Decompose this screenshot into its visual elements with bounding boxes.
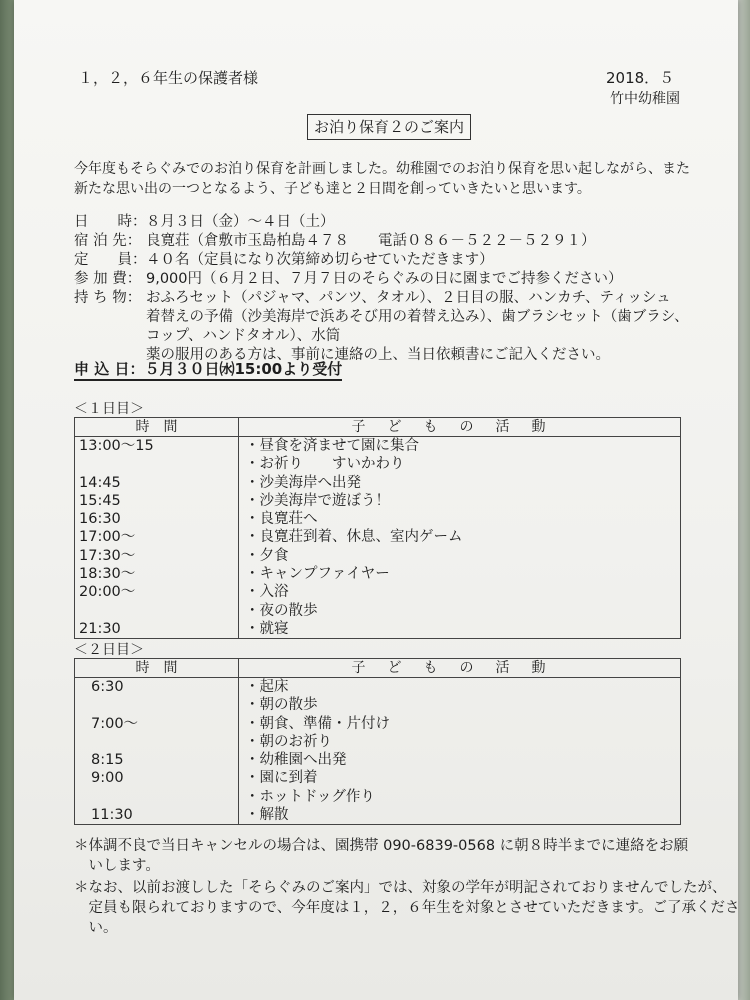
activity-cell: ・入浴 [239, 583, 681, 601]
recipient: １，２，６年生の保護者様 [78, 69, 259, 87]
detail-row-date [74, 213, 335, 232]
activity-cell: ・沙美海岸で遊ぼう！ [239, 492, 681, 510]
note-line: ＊なお、以前お渡しした「そらぐみのご案内」では、対象の学年が明記されておりませんでしたが、 [74, 880, 727, 896]
medicine-note: 薬の服用のある方は、事前に連絡の上、当日依頼書にご記入ください。 [146, 347, 610, 363]
activity-cell: ・朝の散歩 [239, 696, 681, 714]
note-line: 定員も限られておりますので、今年度は１，２，６年生を対象とさせていただきます。ご了承くださ [74, 900, 740, 916]
time-cell: 11:30 [91, 807, 133, 824]
table-header-row [75, 659, 681, 678]
table-row [75, 751, 681, 769]
table-row [75, 678, 681, 697]
note-line: いします。 [74, 858, 160, 874]
activity-cell: ・夜の散歩 [239, 602, 681, 620]
table-row [75, 455, 681, 473]
detail-row-belongings [74, 289, 671, 308]
belongings-cont: 着替えの予備（沙美海岸で浜あそび用の着替え込み）、歯ブラシセット（歯ブラシ、 [146, 309, 689, 325]
time-cell: 13:00～15 [79, 438, 154, 454]
time-cell: 14:45 [79, 474, 121, 491]
date: 2018．５ [606, 69, 675, 87]
table-row [75, 788, 681, 806]
document-page [14, 0, 738, 1000]
time-cell: 16:30 [79, 511, 121, 528]
activity-cell: ・朝食、準備・片付け [239, 715, 681, 733]
detail-label: 定 員： [74, 252, 147, 268]
detail-value: おふろセット（パジャマ、パンツ、タオル）、２日目の服、ハンカチ、ティッシュ [146, 290, 671, 306]
table-row [75, 547, 681, 565]
table-row [75, 715, 681, 733]
detail-value: 良寛荘（倉敷市玉島柏島４７８ 電話０８６－５２２－５２９１） [146, 233, 596, 249]
detail-value: ８月３日（金）～４日（土） [146, 214, 335, 230]
time-cell [75, 602, 239, 620]
col-activity-header: 子どもの活動 [239, 418, 681, 437]
activity-cell: ・沙美海岸へ出発 [239, 474, 681, 492]
document-title: お泊り保育２のご案内 [307, 114, 471, 140]
activity-cell: ・昼食を済ませて園に集合 [239, 437, 681, 456]
detail-label: 参 加 費： [74, 271, 142, 287]
time-cell: 20:00～ [79, 584, 136, 601]
activity-cell: ・良寛荘へ [239, 510, 681, 528]
table-row [75, 492, 681, 510]
time-cell [75, 455, 239, 473]
time-cell: 9:00 [91, 770, 124, 787]
table-row [75, 474, 681, 492]
intro-line: 今年度もそらぐみでのお泊り保育を計画しました。幼稚園でのお泊り保育を思い起しながら、また [74, 161, 690, 177]
detail-row-capacity [74, 251, 494, 270]
time-cell [75, 696, 239, 714]
activity-cell: ・朝のお祈り [239, 733, 681, 751]
table-row [75, 733, 681, 751]
detail-label: 持 ち 物： [74, 290, 142, 306]
time-cell: 8:15 [91, 752, 124, 769]
table-row [75, 583, 681, 601]
activity-cell: ・ホットドッグ作り [239, 788, 681, 806]
activity-cell: ・良寛荘到着、休息、室内ゲーム [239, 528, 681, 546]
time-cell: 7:00～ [91, 715, 139, 732]
detail-value: ４０名（定員になり次第締め切らせていただきます） [146, 252, 494, 268]
table-row [75, 806, 681, 825]
time-cell: 17:00～ [79, 529, 136, 546]
activity-cell: ・幼稚園へ出発 [239, 751, 681, 769]
activity-cell: ・キャンプファイヤー [239, 565, 681, 583]
col-time-header: 時 間 [75, 418, 239, 437]
col-time-header: 時 間 [75, 659, 239, 678]
note-line: い。 [74, 920, 118, 936]
sender: 竹中幼稚園 [610, 91, 680, 107]
time-cell: 17:30～ [79, 547, 136, 564]
table-row [75, 696, 681, 714]
belongings-cont: コップ、ハンドタオル）、水筒 [146, 328, 341, 344]
day2-schedule-table [74, 658, 681, 825]
time-cell: 15:45 [79, 492, 121, 509]
table-row [75, 620, 681, 639]
detail-label: 宿 泊 先： [74, 233, 142, 249]
activity-cell: ・園に到着 [239, 769, 681, 787]
day2-heading: ＜２日目＞ [74, 642, 144, 658]
detail-label: 日 時： [74, 214, 147, 230]
time-cell: 21:30 [79, 620, 121, 637]
activity-cell: ・起床 [239, 678, 681, 697]
time-cell: 18:30～ [79, 566, 136, 583]
table-row [75, 769, 681, 787]
day1-schedule-table [74, 417, 681, 639]
activity-cell: ・就寝 [239, 620, 681, 639]
table-row [75, 602, 681, 620]
activity-cell: ・お祈り すいかわり [239, 455, 681, 473]
note-line: ＊体調不良で当日キャンセルの場合は、園携帯 090-6839-0568 に朝８時半までに連絡をお願 [74, 838, 689, 854]
detail-value: 9,000円（６月２日、７月７日のそらぐみの日に園までご持参ください） [146, 271, 623, 287]
intro-line: 新たな思い出の一つとなるよう、子ども達と２日間を創っていきたいと思います。 [74, 181, 591, 197]
time-cell: 6:30 [91, 679, 124, 695]
day1-heading: ＜１日目＞ [74, 401, 144, 417]
table-header-row [75, 418, 681, 437]
col-activity-header: 子どもの活動 [239, 659, 681, 678]
table-row [75, 528, 681, 546]
table-row [75, 565, 681, 583]
time-cell [75, 788, 239, 806]
table-row [75, 437, 681, 456]
activity-cell: ・解散 [239, 806, 681, 825]
activity-cell: ・夕食 [239, 547, 681, 565]
table-row [75, 510, 681, 528]
detail-row-lodging [74, 232, 596, 251]
time-cell [75, 733, 239, 751]
detail-row-fee [74, 270, 623, 289]
application-deadline: 申 込 日：５月３０日㈬15:00より受付 [74, 360, 342, 381]
